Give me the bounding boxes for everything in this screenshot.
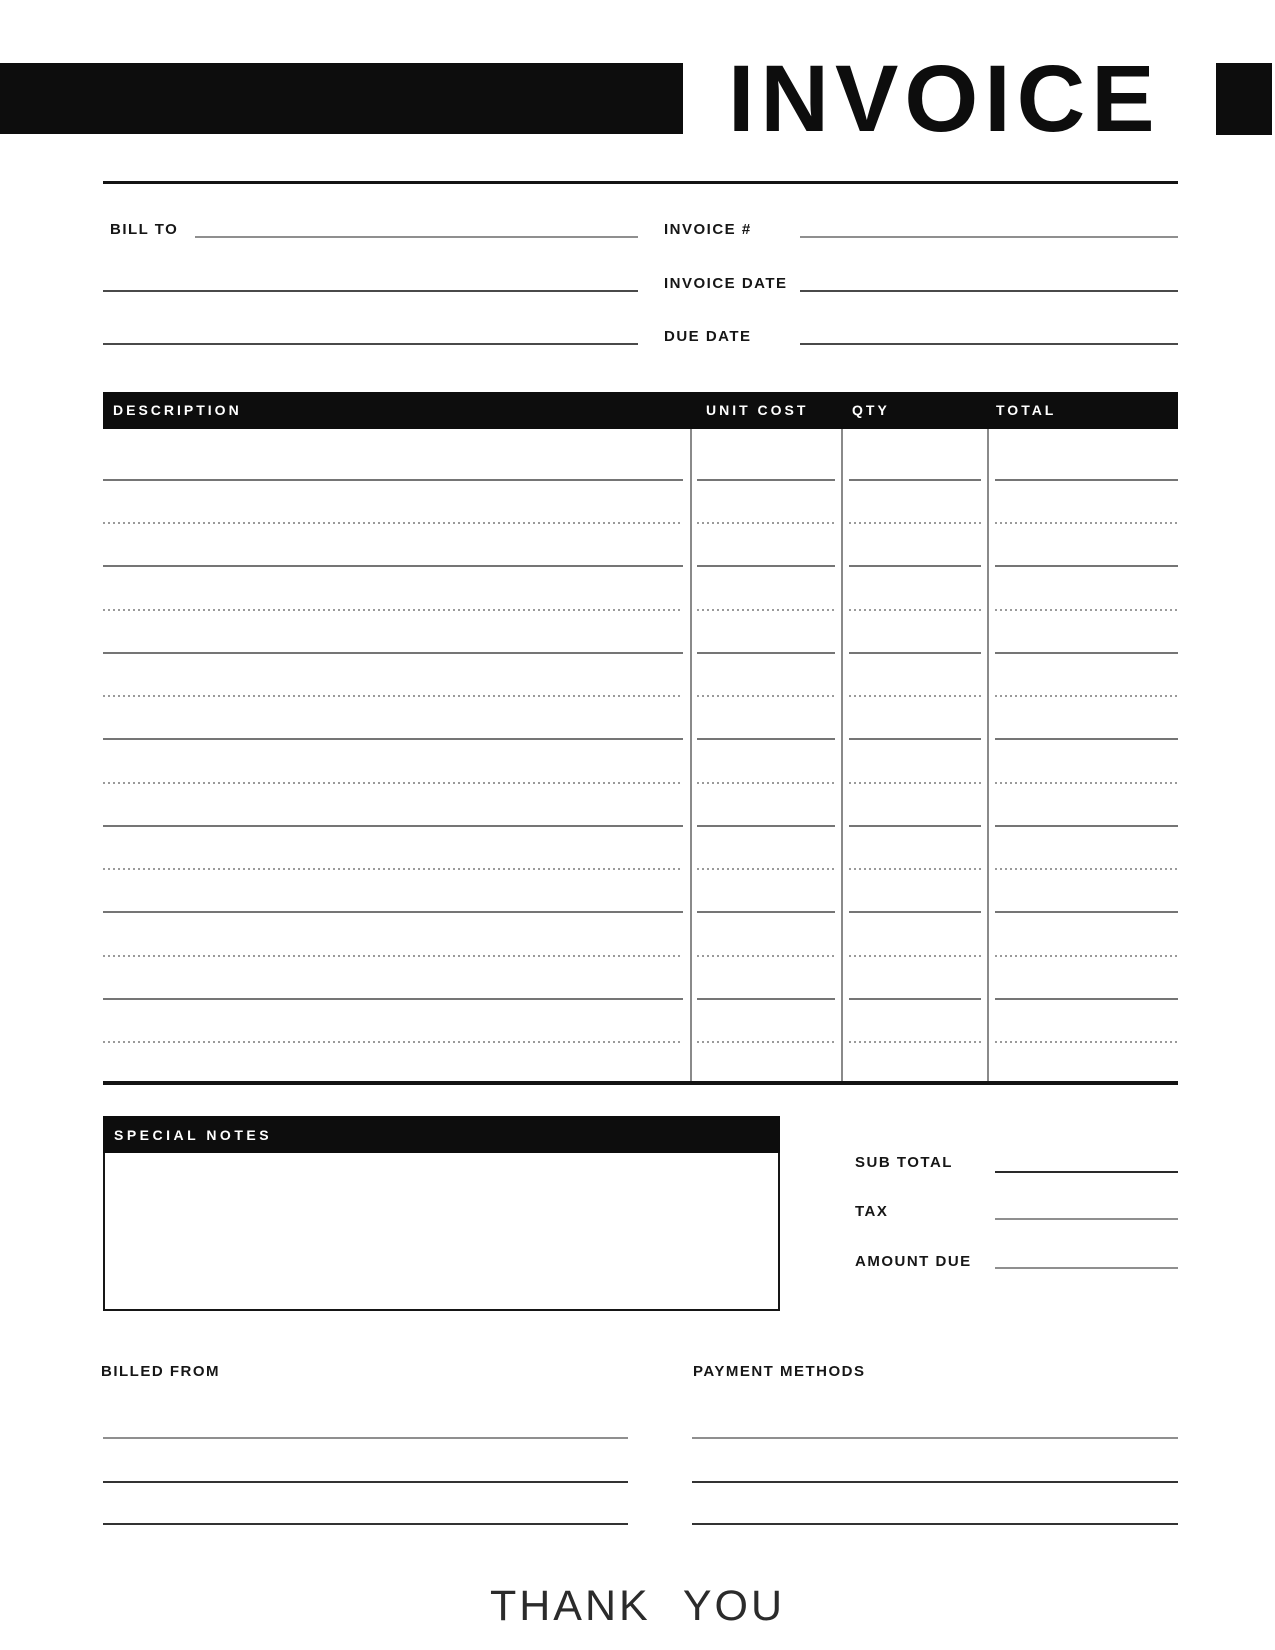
item-row-line[interactable] bbox=[849, 522, 981, 524]
invoice-date-input-line[interactable] bbox=[800, 290, 1178, 292]
item-row-line[interactable] bbox=[995, 782, 1178, 784]
item-row-line[interactable] bbox=[849, 955, 981, 957]
amount-due-label: AMOUNT DUE bbox=[855, 1253, 972, 1270]
due-date-label: DUE DATE bbox=[664, 328, 752, 345]
item-row-line[interactable] bbox=[995, 1041, 1178, 1043]
item-row-line[interactable] bbox=[849, 652, 981, 654]
item-row-line[interactable] bbox=[697, 522, 835, 524]
item-row-line[interactable] bbox=[995, 565, 1178, 567]
tax-input-line[interactable] bbox=[995, 1218, 1178, 1220]
item-row-line[interactable] bbox=[103, 1041, 683, 1043]
header-divider-rule bbox=[103, 181, 1178, 184]
item-row-line[interactable] bbox=[849, 479, 981, 481]
header-accent-bar bbox=[0, 63, 683, 134]
item-row-line[interactable] bbox=[697, 998, 835, 1000]
item-row-line[interactable] bbox=[697, 825, 835, 827]
payment-methods-input-line[interactable] bbox=[692, 1481, 1178, 1483]
table-bottom-rule bbox=[103, 1081, 1178, 1085]
item-row-line[interactable] bbox=[697, 955, 835, 957]
billed-from-input-line[interactable] bbox=[103, 1523, 628, 1525]
item-row-line[interactable] bbox=[995, 695, 1178, 697]
special-notes-label: SPECIAL NOTES bbox=[114, 1126, 273, 1143]
header-accent-square bbox=[1216, 63, 1272, 135]
item-row-line[interactable] bbox=[849, 738, 981, 740]
item-row-line[interactable] bbox=[849, 825, 981, 827]
item-row-line[interactable] bbox=[103, 825, 683, 827]
item-row-line[interactable] bbox=[103, 565, 683, 567]
billed-from-label: BILLED FROM bbox=[101, 1363, 220, 1380]
item-row-line[interactable] bbox=[697, 868, 835, 870]
invoice-number-input-line[interactable] bbox=[800, 236, 1178, 238]
bill-to-input-line[interactable] bbox=[195, 236, 638, 238]
page-title: INVOICE bbox=[728, 46, 1161, 152]
item-row-line[interactable] bbox=[697, 479, 835, 481]
item-row-line[interactable] bbox=[697, 652, 835, 654]
item-row-line[interactable] bbox=[103, 738, 683, 740]
item-row-line[interactable] bbox=[697, 1041, 835, 1043]
item-row-line[interactable] bbox=[697, 911, 835, 913]
special-notes-header-bar bbox=[103, 1116, 780, 1153]
bill-to-label: BILL TO bbox=[110, 221, 179, 238]
item-row-line[interactable] bbox=[995, 738, 1178, 740]
item-row-line[interactable] bbox=[697, 565, 835, 567]
item-row-line[interactable] bbox=[103, 782, 683, 784]
invoice-number-label: INVOICE # bbox=[664, 221, 752, 238]
item-row-line[interactable] bbox=[995, 998, 1178, 1000]
item-row-line[interactable] bbox=[697, 738, 835, 740]
item-row-line[interactable] bbox=[849, 1041, 981, 1043]
bill-to-input-line[interactable] bbox=[103, 290, 638, 292]
item-row-line[interactable] bbox=[103, 479, 683, 481]
item-row-line[interactable] bbox=[697, 609, 835, 611]
column-header-qty: QTY bbox=[852, 402, 890, 418]
billed-from-input-line[interactable] bbox=[103, 1437, 628, 1439]
payment-methods-input-line[interactable] bbox=[692, 1437, 1178, 1439]
item-row-line[interactable] bbox=[849, 565, 981, 567]
column-header-description: DESCRIPTION bbox=[113, 402, 242, 418]
item-row-line[interactable] bbox=[995, 825, 1178, 827]
thank-you-text: THANK YOU bbox=[489, 1582, 786, 1630]
item-row-line[interactable] bbox=[995, 955, 1178, 957]
item-row-line[interactable] bbox=[103, 868, 683, 870]
item-row-line[interactable] bbox=[995, 868, 1178, 870]
sub-total-input-line[interactable] bbox=[995, 1171, 1178, 1173]
sub-total-label: SUB TOTAL bbox=[855, 1154, 953, 1171]
tax-label: TAX bbox=[855, 1203, 889, 1220]
item-row-line[interactable] bbox=[849, 911, 981, 913]
item-row-line[interactable] bbox=[849, 609, 981, 611]
billed-from-input-line[interactable] bbox=[103, 1481, 628, 1483]
column-divider bbox=[690, 429, 692, 1081]
item-row-line[interactable] bbox=[103, 695, 683, 697]
item-row-line[interactable] bbox=[103, 998, 683, 1000]
bill-to-input-line[interactable] bbox=[103, 343, 638, 345]
column-header-total: TOTAL bbox=[996, 402, 1057, 418]
item-row-line[interactable] bbox=[995, 479, 1178, 481]
due-date-input-line[interactable] bbox=[800, 343, 1178, 345]
item-row-line[interactable] bbox=[849, 782, 981, 784]
item-row-line[interactable] bbox=[103, 609, 683, 611]
item-row-line[interactable] bbox=[697, 695, 835, 697]
item-row-line[interactable] bbox=[103, 652, 683, 654]
special-notes-input-area[interactable] bbox=[103, 1116, 780, 1311]
column-header-unit-cost: UNIT COST bbox=[706, 402, 809, 418]
item-row-line[interactable] bbox=[103, 911, 683, 913]
item-row-line[interactable] bbox=[849, 868, 981, 870]
column-divider bbox=[987, 429, 989, 1081]
invoice-date-label: INVOICE DATE bbox=[664, 275, 788, 292]
column-divider bbox=[841, 429, 843, 1081]
item-row-line[interactable] bbox=[995, 522, 1178, 524]
item-row-line[interactable] bbox=[103, 522, 683, 524]
item-row-line[interactable] bbox=[995, 911, 1178, 913]
item-row-line[interactable] bbox=[849, 998, 981, 1000]
payment-methods-label: PAYMENT METHODS bbox=[693, 1363, 866, 1380]
payment-methods-input-line[interactable] bbox=[692, 1523, 1178, 1525]
amount-due-input-line[interactable] bbox=[995, 1267, 1178, 1269]
item-row-line[interactable] bbox=[697, 782, 835, 784]
item-row-line[interactable] bbox=[995, 652, 1178, 654]
item-row-line[interactable] bbox=[849, 695, 981, 697]
item-row-line[interactable] bbox=[103, 955, 683, 957]
item-row-line[interactable] bbox=[995, 609, 1178, 611]
